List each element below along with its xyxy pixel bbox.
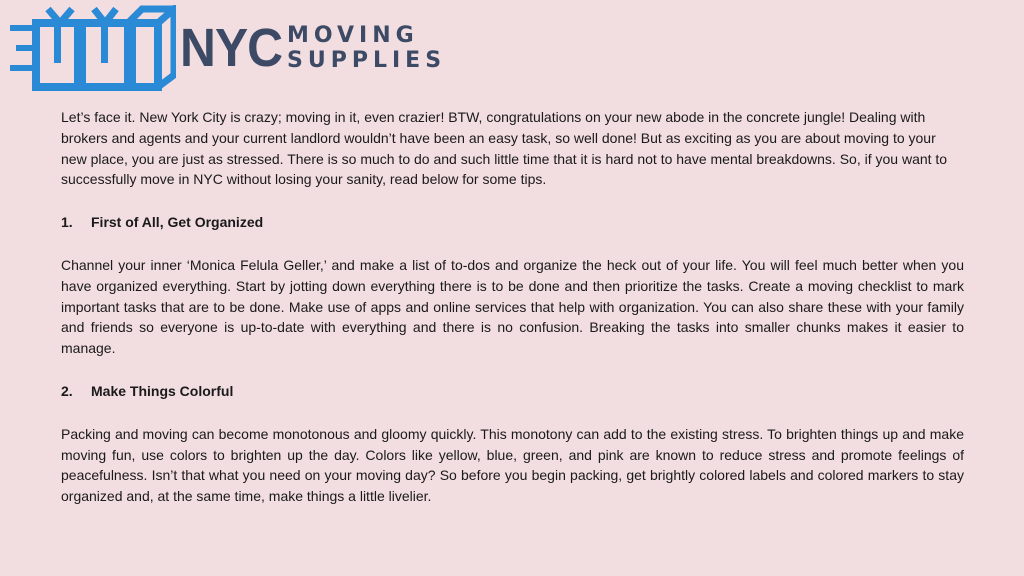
logo xyxy=(8,5,446,91)
section-heading-2 xyxy=(61,381,964,402)
section-title-1: First of All, Get Organized xyxy=(91,214,264,231)
section-heading-1 xyxy=(61,212,964,233)
intro-paragraph: Let’s face it. New York City is crazy; moving in it, even crazier! BTW, congratulations on your new abode in the concrete jungle! Dealing with brokers and agents and your current landlord wouldn’t have been an easy task, so well done! But as exciting as you are about moving to your new place, you are just as stressed. There is so much to do and such little time that it is hard not to have mental breakdowns. So, if you want to successfully move in NYC without losing your sanity, read below for some tips. xyxy=(61,109,948,188)
section-number-2: 2. xyxy=(61,382,73,399)
logo-word-supplies: SUPPLIES xyxy=(287,47,447,73)
section-body-1: Channel your inner ‘Monica Felula Geller,’ and make a list of to-dos and organize the heck out of your life. You will feel much better when you have organized everything. Start by jotting down everything there is to be done and then prioritize the tasks. Create a moving checklist to mark important tasks that are to be done. Make use of apps and online services that help with organization. You can also share these with your family and friends so everyone is up-to-date with everything and there is no confusion. Breaking the tasks into smaller chunks makes it easier to manage. xyxy=(61,256,964,357)
section-number-1: 1. xyxy=(61,214,73,231)
logo-tagline xyxy=(287,22,447,73)
logo-word-moving: MOVING xyxy=(287,22,419,48)
article-body xyxy=(61,107,964,507)
logo-brand-text: NYC xyxy=(180,18,283,78)
moving-box-logo-icon xyxy=(8,5,176,91)
section-body-2: Packing and moving can become monotonous and gloomy quickly. This monotony can add to the existing stress. To brighten things up and make moving fun, use colors to brighten up the day. Colors like yellow, blue, green, and pink are known to reduce stress and promote feelings of peacefulness. Isn’t that what you need on your moving day? So before you begin packing, get brightly colored labels and colored markers to stay organized and, at the same time, make things a little livelier. xyxy=(61,425,964,505)
section-title-2: Make Things Colorful xyxy=(91,382,234,399)
